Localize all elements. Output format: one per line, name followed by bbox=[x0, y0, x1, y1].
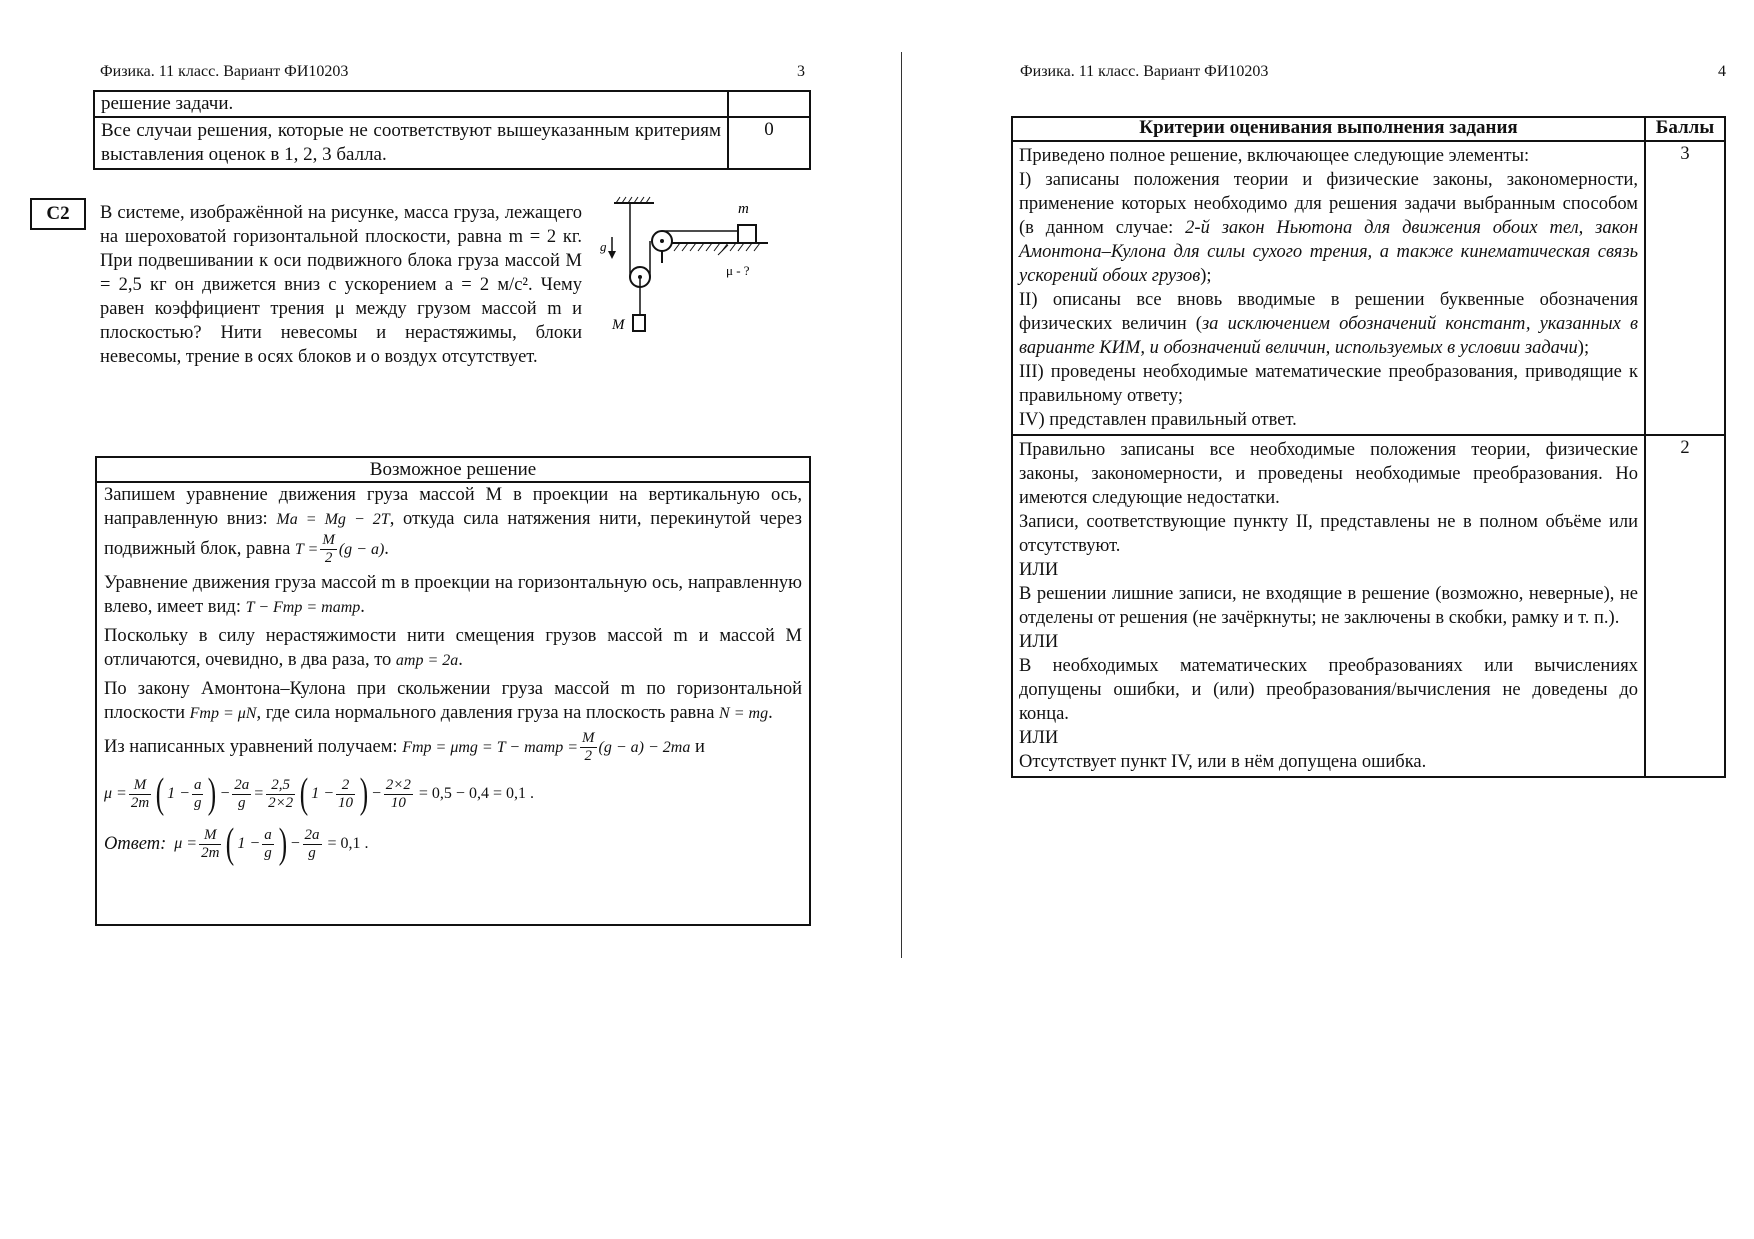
ans-frac-1: $\frac{M}{2m}$ bbox=[201, 826, 220, 861]
p2-end: . bbox=[360, 597, 365, 617]
f1-frac-1: $\frac{M}{2m}$ bbox=[130, 776, 150, 811]
answer-label: Ответ: bbox=[104, 833, 167, 854]
row2-points: 2 bbox=[1645, 435, 1725, 777]
solution-paragraph-1 bbox=[104, 483, 802, 567]
f1-frac-4: $\frac{2,5}{2\times 2}$ bbox=[268, 776, 294, 811]
p5-equation: Fтр = μmg = T − maтр = bbox=[402, 738, 579, 756]
block-m bbox=[738, 225, 756, 243]
top-table-row2-text: Все случаи решения, которые не соответствуют вышеуказанным критериям выставления оценок в 1, 2, 3 балла. bbox=[94, 117, 728, 169]
solution-paragraph-4 bbox=[104, 677, 802, 726]
ans-frac-2: $\frac{a}{g}$ bbox=[264, 826, 272, 861]
row3-points: 3 bbox=[1645, 141, 1725, 435]
right-header-title: Физика. 11 класс. Вариант ФИ10203 bbox=[1020, 63, 1269, 80]
mu-pointer bbox=[718, 245, 728, 255]
p3-equation: aтр = 2a bbox=[395, 652, 459, 669]
right-page-number: 4 bbox=[1718, 63, 1726, 80]
ans-one: 1 − bbox=[237, 835, 261, 852]
p5-frac-num: M bbox=[582, 730, 595, 746]
pulley-figure bbox=[600, 195, 780, 345]
task-label: С2 bbox=[30, 198, 86, 230]
formula-mu bbox=[104, 769, 802, 819]
criteria-row-2 bbox=[1012, 435, 1645, 777]
row2-p3: В решении лишние записи, не входящие в решение (возможно, неверные), не отделены от решения (не зачёркнуты; не заключены в скобки, рамку и т. п.). bbox=[1019, 584, 1638, 628]
top-table-row1-text: решение задачи. bbox=[94, 91, 728, 117]
p1-frac-num: M bbox=[322, 532, 335, 548]
f1-paren-open-2: ( bbox=[299, 771, 309, 817]
p5-equation-tail: (g − a) − 2ma bbox=[598, 738, 691, 756]
p1-eq2-lhs: T = bbox=[294, 540, 319, 558]
p1-fraction bbox=[320, 532, 337, 567]
f1-one-2: 1 − bbox=[311, 785, 334, 802]
criteria-row-3 bbox=[1012, 141, 1645, 435]
ans-minus: − bbox=[289, 835, 301, 852]
f1-minus-1: − bbox=[219, 785, 231, 802]
row2-or-1: ИЛИ bbox=[1019, 560, 1059, 580]
criteria-table bbox=[1011, 116, 1726, 778]
solution-box bbox=[95, 456, 811, 926]
p3-end: . bbox=[458, 650, 463, 670]
left-header-title: Физика. 11 класс. Вариант ФИ10203 bbox=[100, 63, 349, 80]
ans-mu: μ = bbox=[174, 835, 198, 852]
ans-result: = 0,1 . bbox=[327, 835, 369, 852]
p5-fraction bbox=[580, 730, 597, 765]
row2-or-2: ИЛИ bbox=[1019, 632, 1059, 652]
solution-paragraph-3 bbox=[104, 624, 802, 673]
label-m: m bbox=[738, 201, 749, 217]
solution-paragraph-5 bbox=[104, 730, 802, 765]
block-M bbox=[633, 315, 645, 331]
p4-equation: Fтр = μN bbox=[189, 705, 257, 722]
p5-text: Из написанных уравнений получаем: bbox=[104, 736, 398, 757]
row2-p2: Записи, соответствующие пункту II, представлены не в полном объёме или отсутствуют. bbox=[1019, 512, 1638, 556]
row2-or-3: ИЛИ bbox=[1019, 728, 1059, 748]
p1-eq2-rhs: (g − a) bbox=[338, 540, 385, 558]
left-page-number: 3 bbox=[797, 63, 805, 80]
f1-one: 1 − bbox=[167, 785, 190, 802]
row3-item-i: I) записаны положения теории и физические законы, закономерности, применение которых необходимо для решения задачи выбранным способом (в данном случае: 2-й закон Ньютона для движения обоих тел, закон Амонтона–Кулона для силы сухого трения, а также кинематическая связь ускорений обоих грузов); bbox=[1019, 170, 1638, 286]
solution-paragraph-2 bbox=[104, 571, 802, 620]
movable-pulley-axle bbox=[638, 275, 642, 279]
p4-text-b: , где сила нормального давления груза на плоскость равна bbox=[256, 703, 715, 723]
criteria-column-header: Критерии оценивания выполнения задания bbox=[1012, 117, 1645, 141]
p3-text: Поскольку в силу нерастяжимости нити смещения грузов массой m и массой M отличаются, очевидно, в два раза, то bbox=[104, 626, 802, 670]
row2-p1: Правильно записаны все необходимые положения теории, физические законы, закономерности, и проведены необходимые преобразования. Но имеются следующие недостатки. bbox=[1019, 440, 1638, 508]
f1-frac-2: $\frac{a}{g}$ bbox=[193, 776, 202, 811]
p5-and: и bbox=[694, 736, 705, 757]
points-column-header: Баллы bbox=[1645, 117, 1725, 141]
row3-item-ii: II) описаны все вновь вводимые в решении буквенные обозначения физических величин (за исключением обозначений констант, указанных в варианте КИМ, и обозначений величин, используемых в условии задачи); bbox=[1019, 290, 1638, 358]
p5-frac-den: 2 bbox=[584, 748, 593, 764]
fixed-pulley-axle bbox=[660, 239, 664, 243]
ans-frac-3: $\frac{2a}{g}$ bbox=[304, 826, 320, 861]
p1-frac-den: 2 bbox=[324, 550, 333, 566]
top-table-row2-points: 0 bbox=[728, 117, 810, 169]
f1-mu: μ = bbox=[104, 785, 127, 802]
ans-paren-close: ) bbox=[278, 821, 287, 867]
row2-p4: В необходимых математических преобразованиях или вычислениях допущены ошибки, и (или) преобразования/вычисления не доведены до конца. bbox=[1019, 656, 1638, 724]
f1-paren-open-1: ( bbox=[155, 771, 165, 817]
p1-text-b: , откуда сила натяжения нити, перекинутой через подвижный блок, равна bbox=[104, 509, 802, 559]
row3-item-iv: IV) представлен правильный ответ. bbox=[1019, 410, 1297, 430]
f1-equals: = bbox=[253, 785, 265, 802]
f1-minus-2: − bbox=[370, 785, 382, 802]
f1-paren-close-2: ) bbox=[359, 771, 369, 817]
f1-frac-3: $\frac{2a}{g}$ bbox=[234, 776, 250, 811]
label-M: M bbox=[612, 317, 625, 333]
top-table-row1-points bbox=[728, 91, 810, 117]
f1-frac-6: $\frac{2\times 2}{10}$ bbox=[385, 776, 411, 811]
f1-paren-close-1: ) bbox=[208, 771, 217, 817]
formula-answer bbox=[104, 819, 802, 869]
row2-p5: Отсутствует пункт IV, или в нём допущена ошибка. bbox=[1019, 752, 1427, 772]
p2-equation: T − Fтр = maтр bbox=[245, 599, 361, 616]
p2-text: Уравнение движения груза массой m в проекции на горизонтальную ось, направленную влево, имеет вид: bbox=[104, 573, 802, 617]
p1-end: . bbox=[384, 538, 389, 559]
p1-equation: Ma = Mg − 2T bbox=[276, 511, 390, 528]
ans-paren-open: ( bbox=[226, 821, 235, 867]
p4-end: . bbox=[768, 703, 773, 723]
label-g: g bbox=[600, 239, 607, 254]
f1-frac-5: $\frac{2}{10}$ bbox=[337, 776, 353, 811]
row3-intro: Приведено полное решение, включающее следующие элементы: bbox=[1019, 146, 1530, 166]
top-criteria-table bbox=[93, 90, 811, 170]
solution-title: Возможное решение bbox=[97, 458, 809, 483]
gravity-arrow-head bbox=[608, 251, 616, 259]
p1-text-a: Запишем уравнение движения груза массой M в проекции на вертикальную ось, направленную вниз: bbox=[104, 485, 802, 529]
page-divider bbox=[901, 52, 902, 958]
p4-text-a: По закону Амонтона–Кулона при скольжении груза массой m по горизонтальной плоскости bbox=[104, 679, 802, 723]
task-text: В системе, изображённой на рисунке, масса груза, лежащего на шероховатой горизонтальной плоскости, равна m = 2 кг. При подвешивании к оси подвижного блока груза массой M = 2,5 кг он движется вниз с ускорением a = 2 м/с². Чему равен коэффициент трения μ между грузом массой m и плоскостью? Нити невесомы и нерастяжимы, блоки невесомы, трение в осях блоков и о воздух отсутствует. bbox=[100, 203, 582, 367]
p4-equation-2: N = mg bbox=[719, 705, 769, 722]
row3-item-iii: III) проведены необходимые математические преобразования, приводящие к правильному ответу; bbox=[1019, 362, 1638, 406]
table-hatch bbox=[674, 243, 760, 251]
label-mu: μ - ? bbox=[726, 263, 750, 278]
f1-result: = 0,5 − 0,4 = 0,1 . bbox=[418, 785, 534, 802]
